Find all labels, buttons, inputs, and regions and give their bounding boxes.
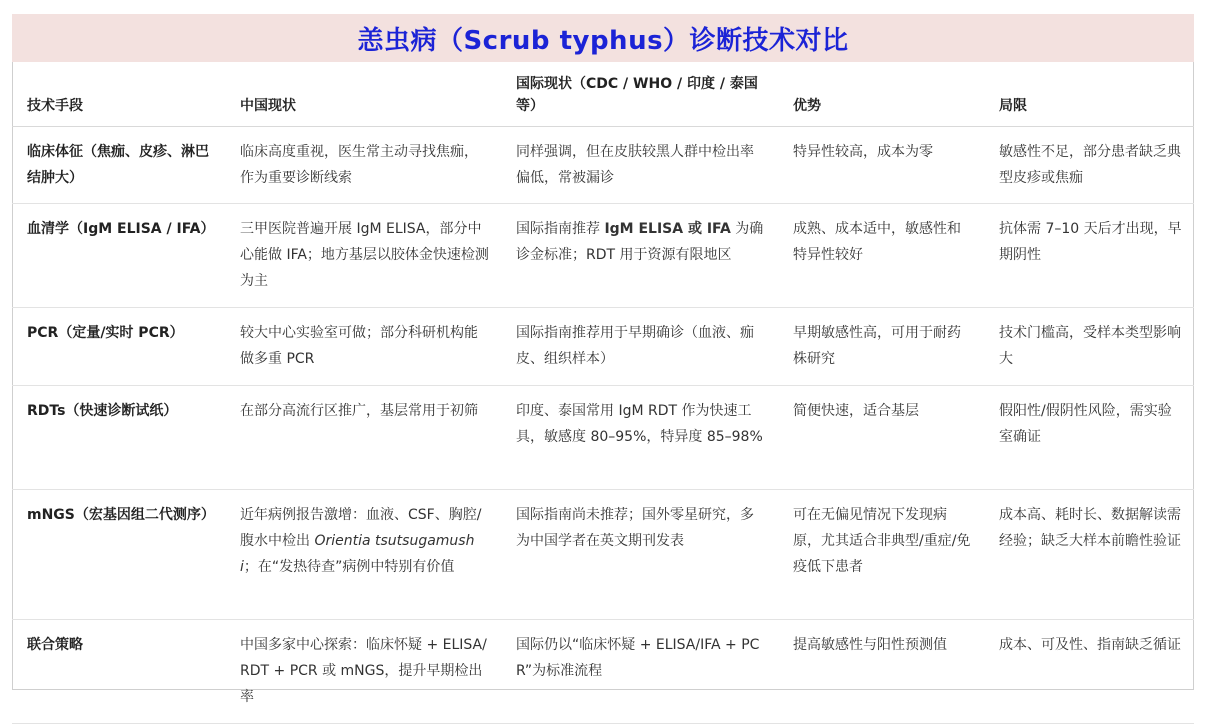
cell-international: 国际仍以“临床怀疑 + ELISA/IFA + PCR”为标准流程	[501, 619, 778, 723]
cell-limitation: 敏感性不足，部分患者缺乏典型皮疹或焦痂	[984, 126, 1194, 203]
cell-limitation: 抗体需 7–10 天后才出现，早期阴性	[984, 203, 1194, 307]
column-header-international: 国际现状（CDC / WHO / 印度 / 泰国等）	[501, 62, 778, 126]
column-header-limitation: 局限	[984, 62, 1194, 126]
cell-international: 国际指南尚未推荐；国外零星研究，多为中国学者在英文期刊发表	[501, 489, 778, 619]
column-header-technique: 技术手段	[12, 62, 225, 126]
cell-international: 同样强调，但在皮肤较黑人群中检出率偏低，常被漏诊	[501, 126, 778, 203]
cell-text: 国际指南推荐	[516, 220, 605, 237]
cell-international: 国际指南推荐用于早期确诊（血液、痂皮、组织样本）	[501, 307, 778, 385]
row-technique: 血清学（IgM ELISA / IFA）	[12, 203, 225, 307]
cell-limitation: 成本高、耗时长、数据解读需经验；缺乏大样本前瞻性验证	[984, 489, 1194, 619]
comparison-table-frame	[12, 62, 1194, 705]
cell-china: 在部分高流行区推广，基层常用于初筛	[225, 385, 501, 489]
table-row	[12, 307, 1194, 385]
cell-advantage: 简便快速，适合基层	[778, 385, 984, 489]
cell-china: 中国多家中心探索：临床怀疑 + ELISA/RDT + PCR 或 mNGS，提升早期检出率	[225, 619, 501, 723]
cell-international: 印度、泰国常用 IgM RDT 作为快速工具，敏感度 80–95%，特异度 85–98%	[501, 385, 778, 489]
row-technique: 临床体征（焦痂、皮疹、淋巴结肿大）	[12, 126, 225, 203]
table-row	[12, 126, 1194, 203]
row-technique: mNGS（宏基因组二代测序）	[12, 489, 225, 619]
cell-advantage: 提高敏感性与阳性预测值	[778, 619, 984, 723]
row-technique: 联合策略	[12, 619, 225, 723]
table-row	[12, 619, 1194, 723]
cell-china: 较大中心实验室可做；部分科研机构能做多重 PCR	[225, 307, 501, 385]
cell-text: 近年病例报告激增：血液、CSF、胸腔/腹水中检出	[240, 506, 482, 549]
cell-limitation: 假阳性/假阴性风险，需实验室确证	[984, 385, 1194, 489]
cell-advantage: 特异性较高，成本为零	[778, 126, 984, 203]
cell-text: ；在“发热待查”病例中特别有价值	[243, 558, 455, 575]
cell-international	[501, 203, 778, 307]
table-row	[12, 203, 1194, 307]
cell-species-name: Orientia tsutsugamushi	[240, 532, 475, 575]
cell-text: 为确诊金标准；RDT 用于资源有限地区	[516, 220, 764, 263]
row-technique: PCR（定量/实时 PCR）	[12, 307, 225, 385]
table-row	[12, 489, 1194, 619]
cell-advantage: 成熟、成本适中，敏感性和特异性较好	[778, 203, 984, 307]
page-title: 恙虫病（Scrub typhus）诊断技术对比	[357, 25, 849, 56]
table-row	[12, 385, 1194, 489]
cell-advantage: 可在无偏见情况下发现病原，尤其适合非典型/重症/免疫低下患者	[778, 489, 984, 619]
cell-china: 三甲医院普遍开展 IgM ELISA，部分中心能做 IFA；地方基层以胶体金快速检测为主	[225, 203, 501, 307]
row-technique: RDTs（快速诊断试纸）	[12, 385, 225, 489]
column-header-advantage: 优势	[778, 62, 984, 126]
title-banner	[12, 14, 1194, 62]
cell-china	[225, 489, 501, 619]
cell-limitation: 成本、可及性、指南缺乏循证	[984, 619, 1194, 723]
cell-china: 临床高度重视，医生常主动寻找焦痂，作为重要诊断线索	[225, 126, 501, 203]
table-header-row	[12, 62, 1194, 126]
comparison-table	[12, 62, 1194, 724]
cell-limitation: 技术门槛高，受样本类型影响大	[984, 307, 1194, 385]
column-header-china: 中国现状	[225, 62, 501, 126]
cell-emphasis: IgM ELISA 或 IFA	[604, 220, 731, 237]
cell-advantage: 早期敏感性高，可用于耐药株研究	[778, 307, 984, 385]
